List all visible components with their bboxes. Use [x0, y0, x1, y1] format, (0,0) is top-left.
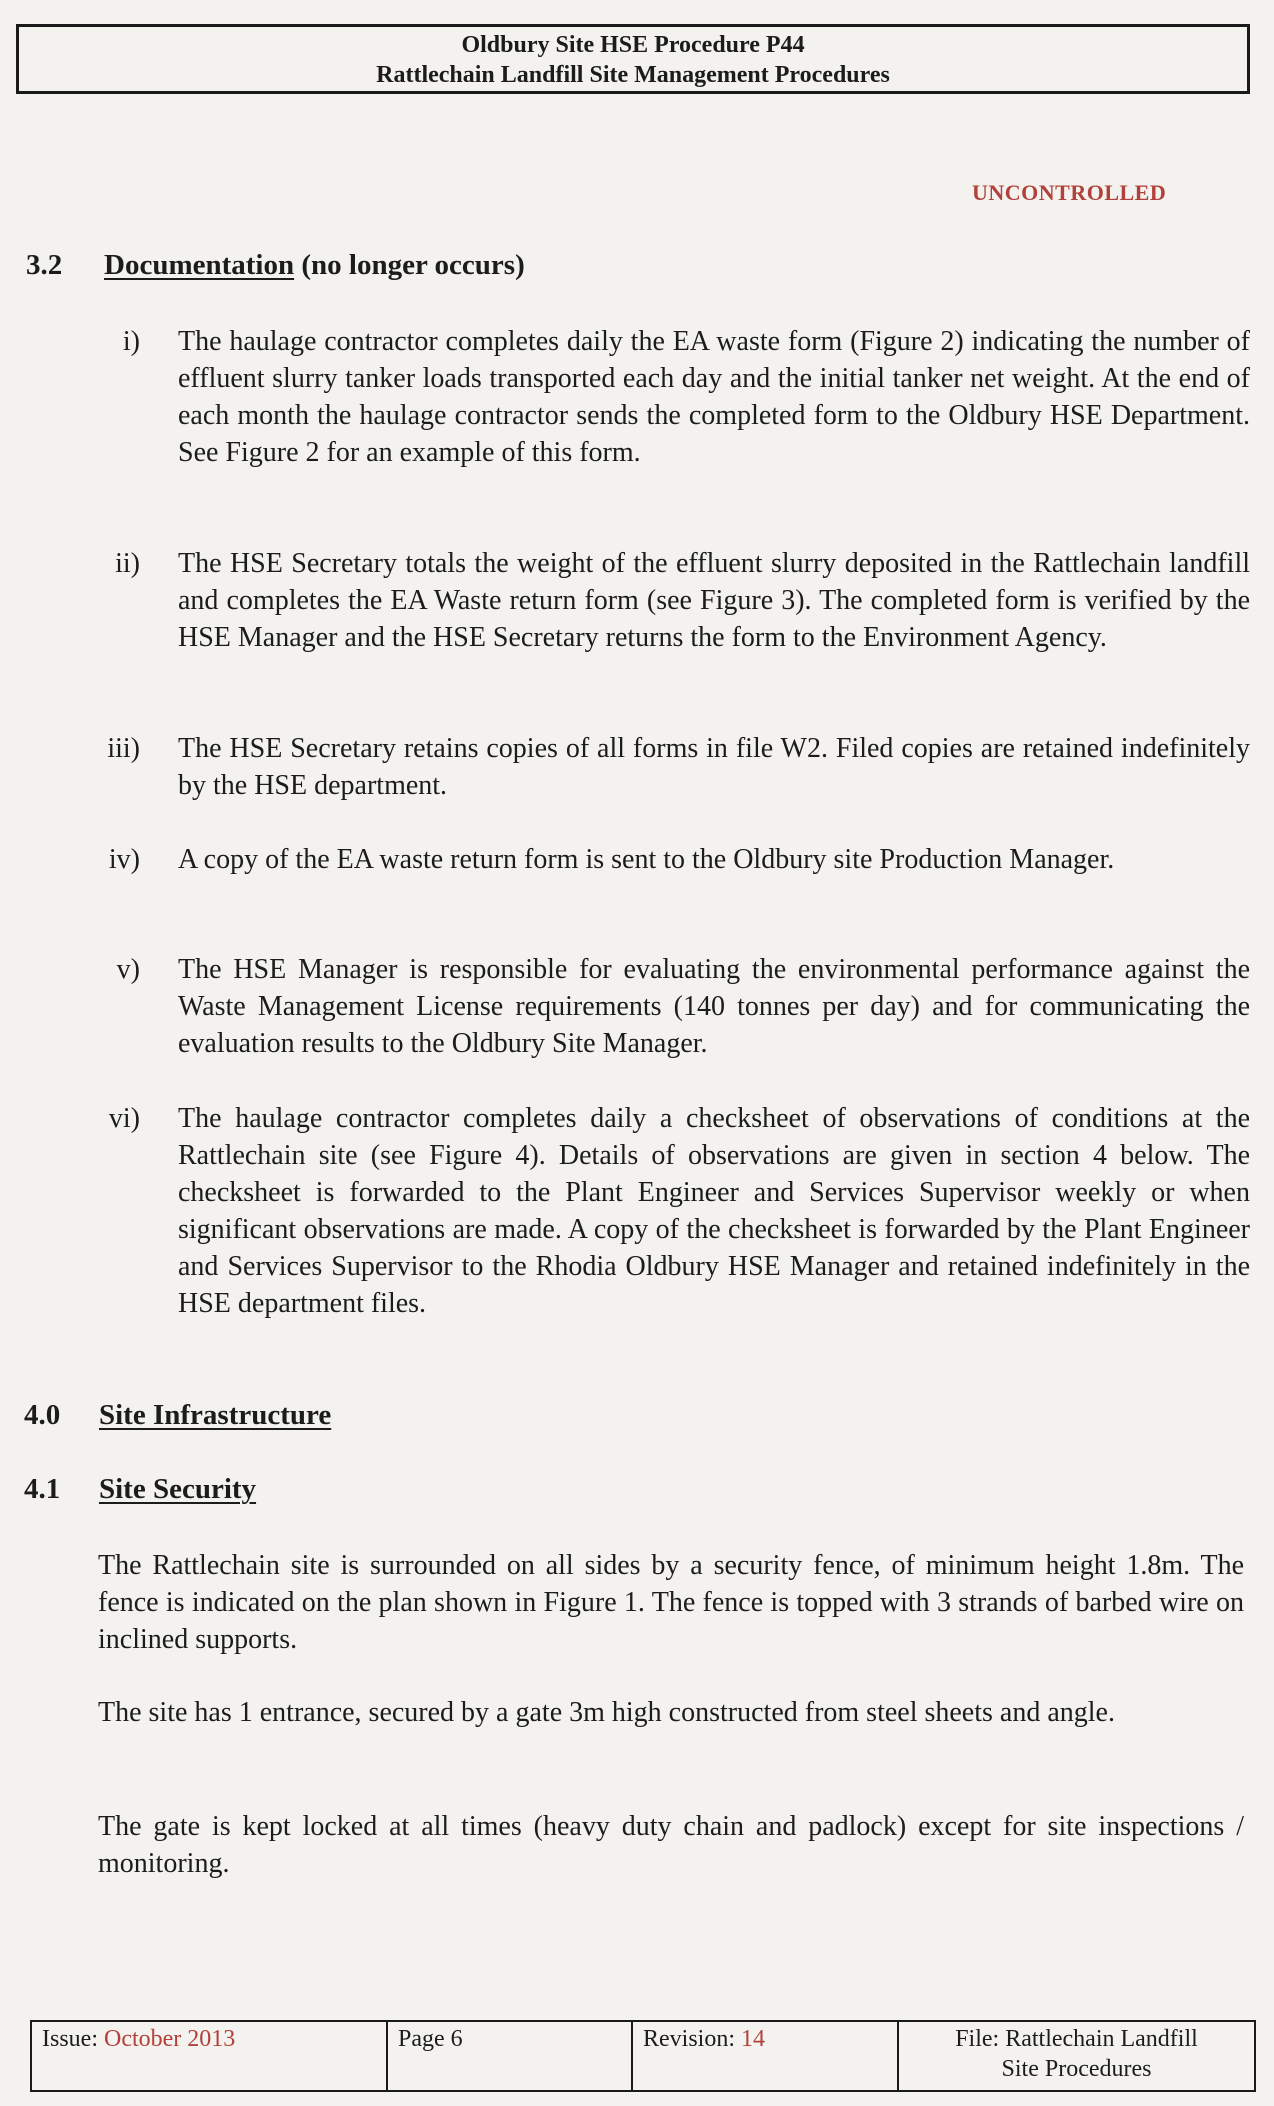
- paragraph: The site has 1 entrance, secured by a gate 3m high constructed from steel sheets and angle.: [98, 1697, 1115, 1728]
- list-item-numeral: vi): [108, 1103, 140, 1134]
- list-item-numeral: iv): [108, 844, 140, 875]
- list-item-text: The HSE Secretary totals the weight of the effluent slurry deposited in the Rattlechain landfill and completes the EA Waste return form (see Figure 3). The completed form is verified by the HSE Manager and the HSE Secretary returns the form to the Environment Agency.: [178, 548, 1250, 653]
- document-header: [16, 24, 1250, 94]
- list-item-text: The HSE Manager is responsible for evaluating the environmental performance against the Waste Management License requirements (140 tonnes per day) and for communicating the evaluation results to the Oldbury Site Manager.: [178, 954, 1250, 1059]
- list-item-numeral: ii): [115, 548, 140, 579]
- list-item: [40, 1100, 1250, 1360]
- list-item-numeral: i): [122, 326, 140, 357]
- revision-label: Revision:: [643, 2026, 736, 2052]
- footer-revision: [633, 2022, 899, 2090]
- section-title: Documentation: [104, 249, 295, 281]
- section-number: 4.1: [24, 1473, 61, 1505]
- file-line-1: File: Rattlechain Landfill: [955, 2026, 1198, 2052]
- list-item: [40, 323, 1250, 508]
- section-title: Site Security: [99, 1473, 257, 1505]
- list-item-text: The HSE Secretary retains copies of all forms in file W2. Filed copies are retained indefinitely by the HSE department.: [178, 733, 1250, 801]
- paragraph: The gate is kept locked at all times (heavy duty chain and padlock) except for site inspections / monitoring.: [98, 1811, 1244, 1879]
- header-subtitle: Rattlechain Landfill Site Management Procedures: [376, 62, 890, 88]
- header-title: Oldbury Site HSE Procedure P44: [461, 32, 805, 58]
- uncontrolled-stamp: UNCONTROLLED: [972, 180, 1167, 205]
- file-line-2: Site Procedures: [1001, 2056, 1152, 2082]
- revision-value: 14: [741, 2026, 766, 2052]
- paragraph: The Rattlechain site is surrounded on all sides by a security fence, of minimum height 1.8m. The fence is indicated on the plan shown in Figure 1. The fence is topped with 3 strands of barbed wire on inclined supports.: [98, 1550, 1244, 1655]
- section-4-0-heading: [24, 1398, 624, 1434]
- section-number: 4.0: [24, 1399, 61, 1431]
- list-item: [40, 841, 1250, 917]
- issue-label: Issue:: [42, 2026, 98, 2052]
- section-title: Site Infrastructure: [99, 1399, 332, 1431]
- list-item-numeral: iii): [107, 733, 140, 764]
- footer-issue: [32, 2022, 388, 2090]
- list-item: [40, 951, 1250, 1063]
- list-item-text: A copy of the EA waste return form is sent to the Oldbury site Production Manager.: [178, 844, 1115, 875]
- list-item-text: The haulage contractor completes daily the EA waste form (Figure 2) indicating the number of effluent slurry tanker loads transported each day and the initial tanker net weight. At the end of each month the haulage contractor sends the completed form to the Oldbury HSE Department. See Figure 2 for an example of this form.: [178, 326, 1250, 468]
- section-3-2-heading: [26, 248, 726, 284]
- footer-page: Page 6: [388, 2022, 633, 2090]
- section-note: (no longer occurs): [301, 249, 525, 281]
- section-4-1-heading: [24, 1472, 624, 1508]
- footer-file: [899, 2022, 1254, 2090]
- list-item-numeral: v): [116, 954, 140, 985]
- issue-value: October 2013: [104, 2026, 236, 2052]
- section-number: 3.2: [26, 249, 63, 281]
- list-item: [40, 545, 1250, 695]
- list-item: [40, 730, 1250, 806]
- document-footer: [30, 2020, 1256, 2092]
- list-item-text: The haulage contractor completes daily a checksheet of observations of conditions at the Rattlechain site (see Figure 4). Details of observations are given in section 4 below. The checksheet is forwarded to the Plant Engineer and Services Supervisor weekly or when significant observations are made. A copy of the checksheet is forwarded by the Plant Engineer and Services Supervisor to the Rhodia Oldbury HSE Manager and retained indefinitely in the HSE department files.: [178, 1103, 1250, 1319]
